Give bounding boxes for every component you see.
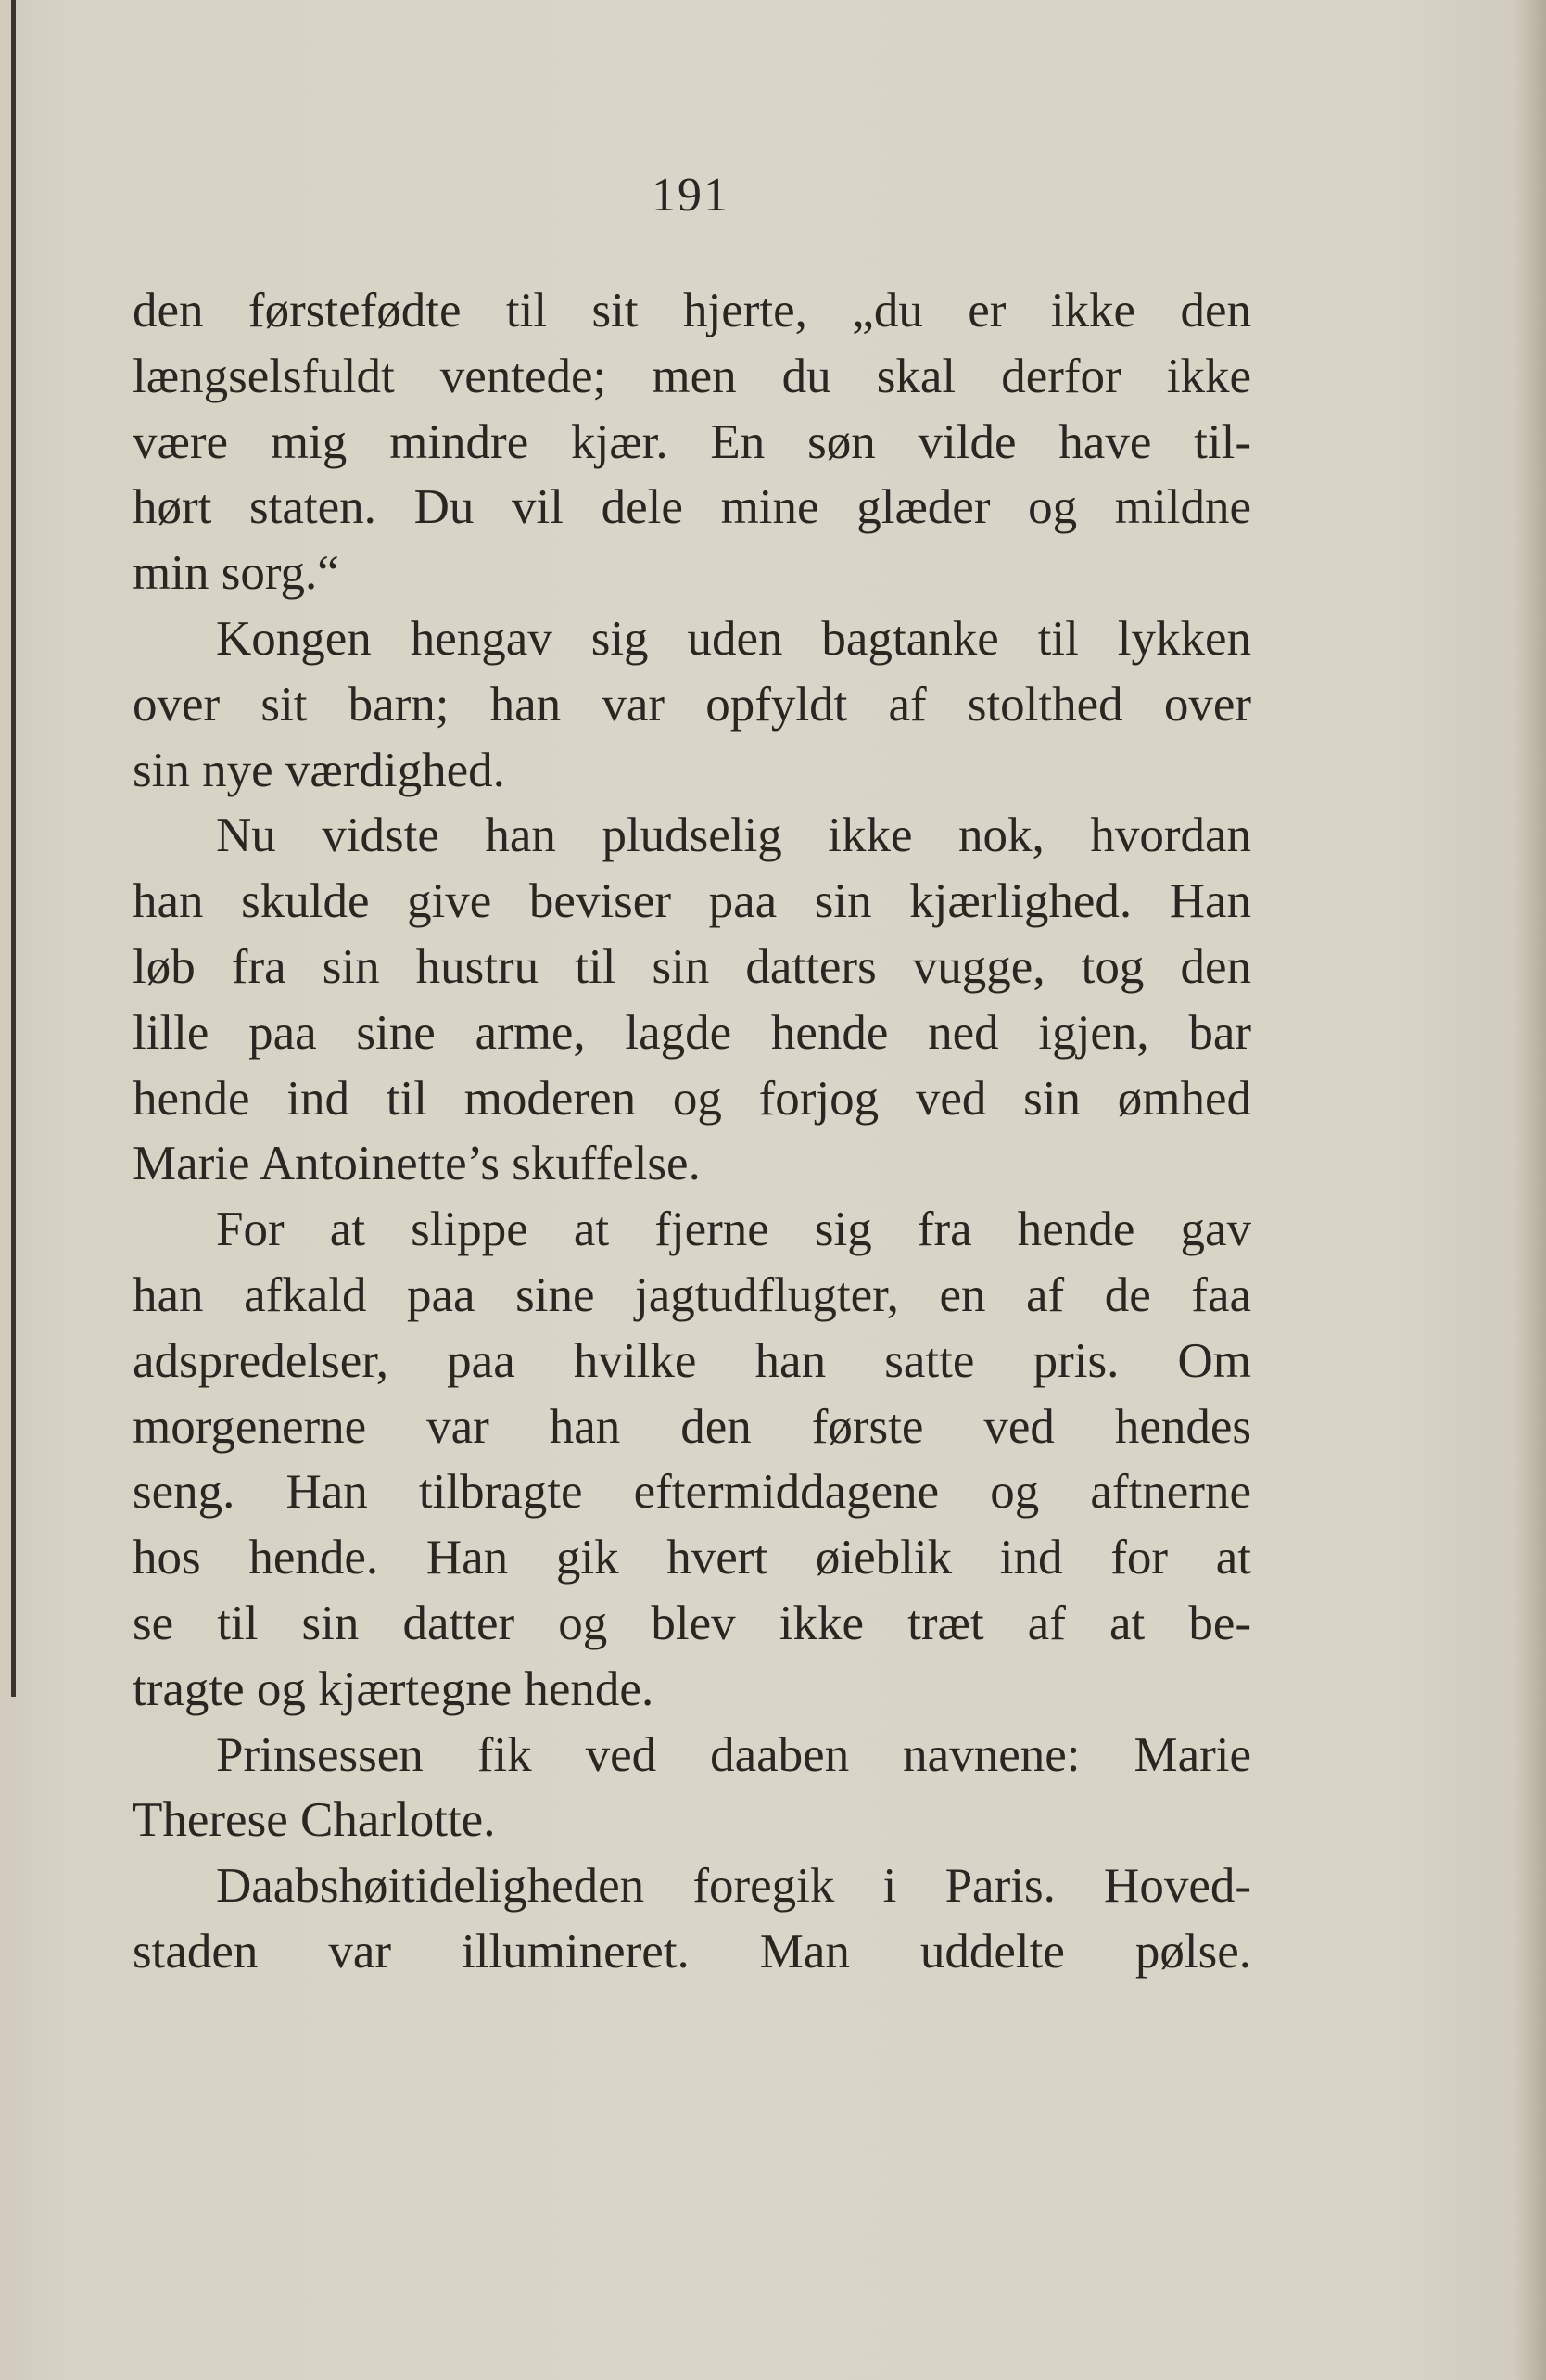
text-line: hos hende. Han gik hvert øieblik ind for at bbox=[133, 1531, 1251, 1585]
body-text bbox=[133, 278, 1251, 1985]
text-line: sin nye værdighed. bbox=[133, 743, 505, 797]
text-line: han afkald paa sine jagtudflugter, en af de faa bbox=[133, 1267, 1251, 1322]
text-line: Marie Antoinette’s skuffelse. bbox=[133, 1137, 701, 1191]
text-line: Nu vidste han pludselig ikke nok, hvordan bbox=[216, 808, 1251, 863]
text-line: se til sin datter og blev ikke træt af at be- bbox=[133, 1596, 1251, 1650]
text-line: Prinsessen fik ved daaben navnene: Marie bbox=[216, 1727, 1251, 1782]
binding-edge bbox=[11, 0, 16, 1697]
page-edge-shadow bbox=[1514, 0, 1546, 2380]
text-line: den førstefødte til sit hjerte, „du er ikke den bbox=[133, 284, 1251, 337]
text-line: hende ind til moderen og forjog ved sin ømhed bbox=[133, 1071, 1251, 1126]
text-line: For at slippe at fjerne sig fra hende gav bbox=[216, 1203, 1251, 1257]
text-line: tragte og kjærtegne hende. bbox=[133, 1661, 654, 1716]
text-line: lille paa sine arme, lagde hende ned igjen, bar bbox=[133, 1005, 1251, 1060]
text-line: hørt staten. Du vil dele mine glæder og mildne bbox=[133, 480, 1251, 535]
text-line: være mig mindre kjær. En søn vilde have til- bbox=[133, 414, 1251, 469]
text-line: Daabshøitideligheden foregik i Paris. Hoved- bbox=[216, 1859, 1251, 1914]
text-line: Kongen hengav sig uden bagtanke til lykken bbox=[216, 611, 1251, 666]
text-line: over sit barn; han var opfyldt af stolthed over bbox=[133, 677, 1251, 732]
text-line: løb fra sin hustru til sin datters vugge, tog den bbox=[133, 939, 1251, 994]
text-line: Therese Charlotte. bbox=[133, 1793, 496, 1848]
text-line: seng. Han tilbragte eftermiddagene og aftnerne bbox=[133, 1465, 1251, 1520]
text-line: morgenerne var han den første ved hendes bbox=[133, 1399, 1251, 1454]
page-number: 191 bbox=[652, 169, 729, 222]
text-line: min sorg.“ bbox=[133, 546, 339, 601]
text-line: staden var illumineret. Man uddelte pølse. bbox=[133, 1924, 1251, 1979]
text-line: han skulde give beviser paa sin kjærlighed. Han bbox=[133, 874, 1251, 929]
text-line: adspredelser, paa hvilke han satte pris. Om bbox=[133, 1333, 1251, 1388]
text-line: længselsfuldt ventede; men du skal derfor ikke bbox=[133, 349, 1251, 403]
